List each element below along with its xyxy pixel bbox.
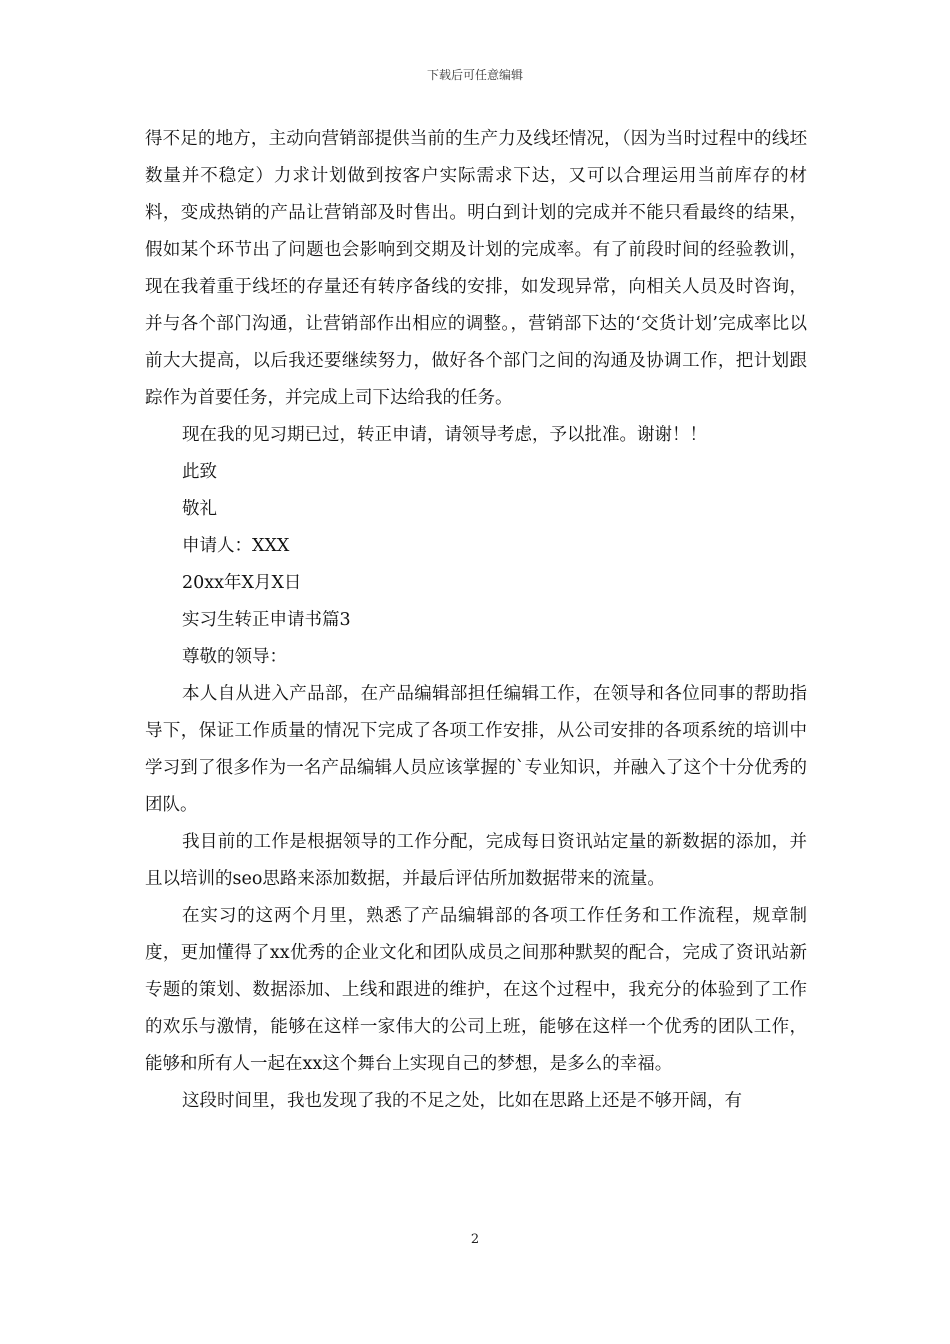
paragraph-shortcomings: 这段时间里，我也发现了我的不足之处，比如在思路上还是不够开阔，有: [182, 1091, 742, 1111]
page-number: 2: [470, 1232, 480, 1247]
date-line: 20xx年X月X日: [182, 573, 302, 593]
document-body: [145, 121, 807, 1120]
applicant-line: 申请人：XXX: [182, 536, 290, 556]
closing-regards: 敬礼: [182, 499, 217, 519]
closing-salutation: 此致: [182, 462, 217, 482]
paragraph-current-work: 我目前的工作是根据领导的工作分配，完成每日资讯站定量的新数据的添加，并且以培训的seo思路来添加数据，并最后评估所加数据带来的流量。: [145, 832, 807, 889]
paragraph-intro: 本人自从进入产品部，在产品编辑部担任编辑工作，在领导和各位同事的帮助指导下，保证工作质量的情况下完成了各项工作安排，从公司安排的各项系统的培训中学习到了很多作为一名产品编辑人员应该掌握的`专业知识，并融入了这个十分优秀的团队。: [145, 684, 807, 815]
section-title: 实习生转正申请书篇3: [182, 610, 351, 630]
page-header: 下载后可任意编辑: [426, 68, 523, 82]
paragraph-continuation: 得不足的地方，主动向营销部提供当前的生产力及线坯情况，（因为当时过程中的线坯数量并不稳定）力求计划做到按客户实际需求下达，又可以合理运用当前库存的材料，变成热销的产品让营销部及时售出。明白到计划的完成并不能只看最终的结果，假如某个环节出了问题也会影响到交期及计划的完成率。有了前段时间的经验教训，现在我着重于线坯的存量还有转序备线的安排，如发现异常，向相关人员及时咨询，并与各个部门沟通，让营销部作出相应的调整。，营销部下达的‘交货计划’完成率比以前大大提高，以后我还要继续努力，做好各个部门之间的沟通及协调工作，把计划跟踪作为首要任务，并完成上司下达给我的任务。: [145, 129, 807, 408]
paragraph-request: 现在我的见习期已过，转正申请，请领导考虑，予以批准。谢谢！！: [182, 425, 707, 445]
greeting-line: 尊敬的领导：: [182, 647, 287, 667]
paragraph-internship: 在实习的这两个月里，熟悉了产品编辑部的各项工作任务和工作流程，规章制度，更加懂得了xx优秀的企业文化和团队成员之间那种默契的配合，完成了资讯站新专题的策划、数据添加、上线和跟进的维护，在这个过程中，我充分的体验到了工作的欢乐与激情，能够在这样一家伟大的公司上班，能够在这样一个优秀的团队工作，能够和所有人一起在xx这个舞台上实现自己的梦想，是多么的幸福。: [145, 906, 807, 1074]
